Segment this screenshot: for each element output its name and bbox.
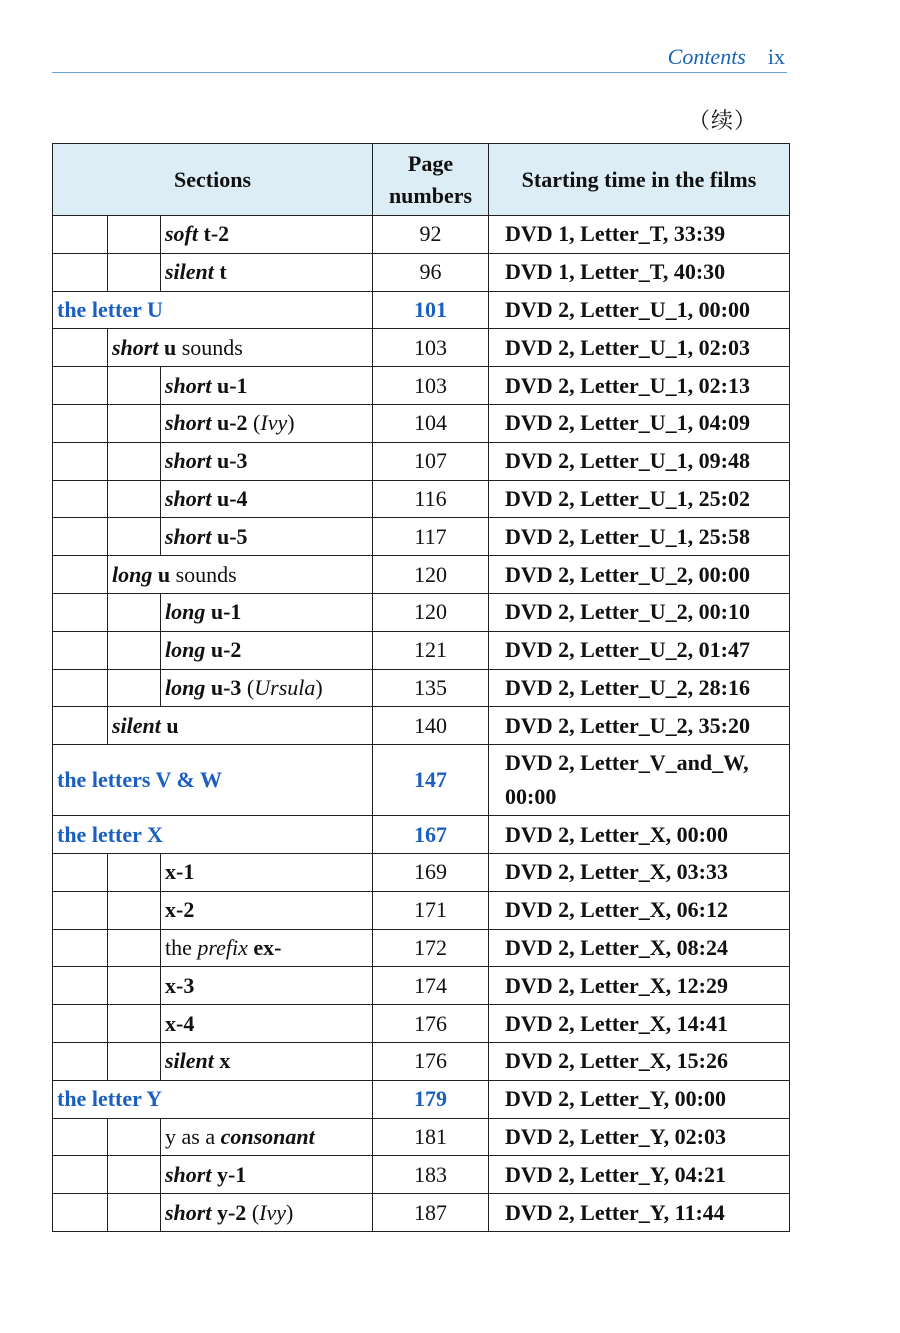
page-number-cell: 169 [373, 853, 489, 891]
page-number-cell: 120 [373, 556, 489, 594]
table-row [53, 669, 790, 707]
starting-time-cell: DVD 2, Letter_U_1, 25:58 [489, 518, 790, 556]
starting-time-cell: DVD 2, Letter_Y, 00:00 [489, 1080, 790, 1118]
section-text-part: u-2 [211, 410, 248, 436]
section-cell [108, 329, 373, 367]
section-text-part: short [165, 1161, 212, 1187]
page-number-cell: 183 [373, 1156, 489, 1194]
starting-time-cell: DVD 2, Letter_Y, 04:21 [489, 1156, 790, 1194]
indent-cell [53, 707, 108, 745]
section-text-part: u-4 [211, 485, 248, 511]
indent-cell [108, 1042, 161, 1080]
section-text-part: the [165, 934, 198, 960]
indent-cell [53, 929, 108, 967]
section-text-part: short [165, 372, 212, 398]
section-cell [53, 816, 373, 854]
indent-cell [53, 1005, 108, 1043]
table-row [53, 1156, 790, 1194]
section-cell [108, 707, 373, 745]
starting-time-cell: DVD 2, Letter_V_and_W, 00:00 [489, 745, 790, 816]
page-number-cell: 96 [373, 253, 489, 291]
section-cell [161, 253, 373, 291]
section-text-part: soft [165, 221, 198, 247]
indent-cell [53, 631, 108, 669]
page-number: ix [767, 44, 785, 69]
indent-cell [108, 442, 161, 480]
section-text-part: silent [165, 1048, 214, 1074]
indent-cell [108, 216, 161, 254]
page-number-cell: 140 [373, 707, 489, 745]
page-number-cell: 107 [373, 442, 489, 480]
continued-mark: （续） [688, 108, 758, 133]
section-text-part: prefix [197, 934, 248, 960]
indent-cell [53, 518, 108, 556]
section-text-part: long [112, 561, 153, 587]
section-text-part: u-2 [205, 637, 242, 663]
table-row [53, 967, 790, 1005]
page-number-cell: 101 [373, 291, 489, 329]
section-text-part: ( [241, 674, 255, 700]
section-cell [161, 669, 373, 707]
section-text-part: silent [112, 712, 161, 738]
page-number-cell: 167 [373, 816, 489, 854]
indent-cell [108, 1194, 161, 1232]
section-cell [161, 929, 373, 967]
section-text-part: x-2 [165, 897, 195, 923]
table-row [53, 1194, 790, 1232]
section-text-part: short [112, 334, 159, 360]
section-text-part: sounds [170, 561, 237, 587]
section-text-part: x-4 [165, 1010, 195, 1036]
table-row [53, 1042, 790, 1080]
indent-cell [53, 253, 108, 291]
starting-time-cell: DVD 2, Letter_U_2, 35:20 [489, 707, 790, 745]
starting-time-header: Starting time in the films [489, 144, 790, 216]
indent-cell [53, 442, 108, 480]
section-text-part: short [165, 523, 212, 549]
section-text-part: the letters V & W [57, 767, 222, 793]
section-text-part: x [213, 1048, 231, 1074]
section-text-part: u-1 [205, 599, 242, 625]
table-row [53, 367, 790, 405]
indent-cell [53, 891, 108, 929]
indent-cell [53, 1156, 108, 1194]
table-row [53, 329, 790, 367]
page-number-cell: 121 [373, 631, 489, 669]
section-text-part: u [158, 334, 177, 360]
table-header-row [53, 144, 790, 216]
section-cell [161, 631, 373, 669]
indent-cell [108, 253, 161, 291]
indent-cell [53, 967, 108, 1005]
section-text-part: x-3 [165, 972, 195, 998]
section-cell [161, 1118, 373, 1156]
page-number-cell: 120 [373, 593, 489, 631]
section-text-part: short [165, 1199, 212, 1225]
table-row [53, 404, 790, 442]
table-row [53, 556, 790, 594]
section-text-part: Ivy [260, 410, 288, 436]
letter-section-row [53, 816, 790, 854]
page-number-cell: 176 [373, 1005, 489, 1043]
section-cell [161, 480, 373, 518]
section-text-part: u-3 [211, 448, 248, 474]
section-cell [108, 556, 373, 594]
contents-table [52, 143, 790, 1232]
section-text-part: y-1 [211, 1161, 247, 1187]
page-number-cell: 176 [373, 1042, 489, 1080]
indent-cell [108, 367, 161, 405]
starting-time-cell: DVD 2, Letter_X, 14:41 [489, 1005, 790, 1043]
page-number-cell: 135 [373, 669, 489, 707]
indent-cell [108, 1005, 161, 1043]
section-text-part: ) [315, 674, 323, 700]
page-number-cell: 103 [373, 367, 489, 405]
starting-time-cell: DVD 2, Letter_Y, 02:03 [489, 1118, 790, 1156]
indent-cell [53, 404, 108, 442]
section-text-part: Ursula [254, 674, 316, 700]
section-cell [161, 593, 373, 631]
section-cell [161, 216, 373, 254]
section-text-part: y as a [165, 1123, 221, 1149]
starting-time-cell: DVD 2, Letter_X, 00:00 [489, 816, 790, 854]
section-text-part: short [165, 448, 212, 474]
indent-cell [108, 891, 161, 929]
page-number-cell: 92 [373, 216, 489, 254]
section-text-part: silent [165, 259, 214, 285]
section-text-part: ) [286, 1199, 294, 1225]
section-cell [161, 1005, 373, 1043]
page-number-cell: 172 [373, 929, 489, 967]
section-cell [161, 891, 373, 929]
section-text-part: u-3 [205, 674, 242, 700]
section-text-part: the letter X [57, 821, 163, 847]
table-row [53, 929, 790, 967]
indent-cell [53, 329, 108, 367]
starting-time-cell: DVD 2, Letter_X, 12:29 [489, 967, 790, 1005]
starting-time-cell: DVD 1, Letter_T, 40:30 [489, 253, 790, 291]
indent-cell [108, 1118, 161, 1156]
indent-cell [108, 967, 161, 1005]
indent-cell [53, 853, 108, 891]
page-header-line1: Page [407, 150, 454, 176]
table-row [53, 216, 790, 254]
letter-section-row [53, 1080, 790, 1118]
section-text-part: short [165, 485, 212, 511]
indent-cell [108, 480, 161, 518]
indent-cell [108, 593, 161, 631]
page-number-cell: 179 [373, 1080, 489, 1118]
indent-cell [53, 367, 108, 405]
running-head [52, 42, 787, 73]
table-row [53, 442, 790, 480]
starting-time-cell: DVD 2, Letter_U_2, 28:16 [489, 669, 790, 707]
running-head-title: Contents [667, 44, 746, 69]
table-row [53, 480, 790, 518]
starting-time-cell: DVD 2, Letter_U_2, 00:10 [489, 593, 790, 631]
section-text-part: ) [287, 410, 295, 436]
indent-cell [53, 593, 108, 631]
page-header-line2: numbers [388, 182, 473, 208]
starting-time-cell: DVD 2, Letter_U_1, 25:02 [489, 480, 790, 518]
section-cell [161, 404, 373, 442]
indent-cell [108, 669, 161, 707]
section-text-part: short [165, 410, 212, 436]
table-row [53, 518, 790, 556]
section-text-part: Ivy [259, 1199, 286, 1225]
section-cell [161, 442, 373, 480]
table-row [53, 1005, 790, 1043]
starting-time-cell: DVD 2, Letter_X, 03:33 [489, 853, 790, 891]
page-number-cell: 147 [373, 745, 489, 816]
page-number-cell: 181 [373, 1118, 489, 1156]
starting-time-cell: DVD 2, Letter_X, 15:26 [489, 1042, 790, 1080]
section-cell [161, 518, 373, 556]
indent-cell [53, 216, 108, 254]
table-row [53, 891, 790, 929]
starting-time-cell: DVD 2, Letter_U_1, 02:13 [489, 367, 790, 405]
starting-time-cell: DVD 2, Letter_U_1, 09:48 [489, 442, 790, 480]
table-row [53, 253, 790, 291]
section-cell [53, 745, 373, 816]
indent-cell [108, 929, 161, 967]
section-text-part: ( [246, 1199, 260, 1225]
section-cell [161, 367, 373, 405]
section-text-part: long [165, 674, 206, 700]
indent-cell [108, 853, 161, 891]
section-cell [53, 1080, 373, 1118]
section-text-part: long [165, 599, 206, 625]
indent-cell [108, 631, 161, 669]
indent-cell [53, 1194, 108, 1232]
starting-time-cell: DVD 2, Letter_X, 06:12 [489, 891, 790, 929]
starting-time-cell: DVD 2, Letter_U_2, 01:47 [489, 631, 790, 669]
page-numbers-header [373, 144, 489, 216]
starting-time-cell: DVD 2, Letter_U_1, 00:00 [489, 291, 790, 329]
section-text-part: sounds [176, 334, 243, 360]
page-number-cell: 174 [373, 967, 489, 1005]
starting-time-cell: DVD 1, Letter_T, 33:39 [489, 216, 790, 254]
section-cell [161, 967, 373, 1005]
table-row [53, 853, 790, 891]
letter-section-row [53, 291, 790, 329]
indent-cell [53, 556, 108, 594]
section-text-part: u-5 [211, 523, 248, 549]
section-text-part: t [213, 259, 227, 285]
page-number-cell: 117 [373, 518, 489, 556]
section-text-part: ( [247, 410, 261, 436]
table-row [53, 1118, 790, 1156]
section-text-part: x-1 [165, 859, 195, 885]
indent-cell [108, 518, 161, 556]
letter-section-row [53, 745, 790, 816]
sections-header: Sections [53, 144, 373, 216]
section-cell [53, 291, 373, 329]
section-text-part: ex- [247, 934, 282, 960]
indent-cell [108, 404, 161, 442]
section-cell [161, 1042, 373, 1080]
starting-time-cell: DVD 2, Letter_U_2, 00:00 [489, 556, 790, 594]
table-row [53, 593, 790, 631]
running-head-text [668, 44, 785, 70]
section-text-part: the letter U [57, 296, 163, 322]
section-text-part: u-1 [211, 372, 248, 398]
page-number-cell: 187 [373, 1194, 489, 1232]
indent-cell [53, 1118, 108, 1156]
indent-cell [108, 1156, 161, 1194]
indent-cell [53, 1042, 108, 1080]
section-text-part: long [165, 637, 206, 663]
page-number-cell: 171 [373, 891, 489, 929]
page-number-cell: 104 [373, 404, 489, 442]
section-text-part: u [152, 561, 171, 587]
starting-time-cell: DVD 2, Letter_X, 08:24 [489, 929, 790, 967]
page-number-cell: 116 [373, 480, 489, 518]
section-text-part: u [160, 712, 179, 738]
section-text-part: the letter Y [57, 1086, 163, 1112]
starting-time-cell: DVD 2, Letter_U_1, 02:03 [489, 329, 790, 367]
section-cell [161, 1156, 373, 1194]
page-number-cell: 103 [373, 329, 489, 367]
table-row [53, 707, 790, 745]
indent-cell [53, 669, 108, 707]
indent-cell [53, 480, 108, 518]
section-cell [161, 1194, 373, 1232]
section-text-part: consonant [220, 1123, 315, 1149]
starting-time-cell: DVD 2, Letter_U_1, 04:09 [489, 404, 790, 442]
starting-time-cell: DVD 2, Letter_Y, 11:44 [489, 1194, 790, 1232]
section-cell [161, 853, 373, 891]
table-row [53, 631, 790, 669]
section-text-part: y-2 [211, 1199, 247, 1225]
table-body [53, 216, 790, 1232]
section-text-part: t-2 [198, 221, 230, 247]
